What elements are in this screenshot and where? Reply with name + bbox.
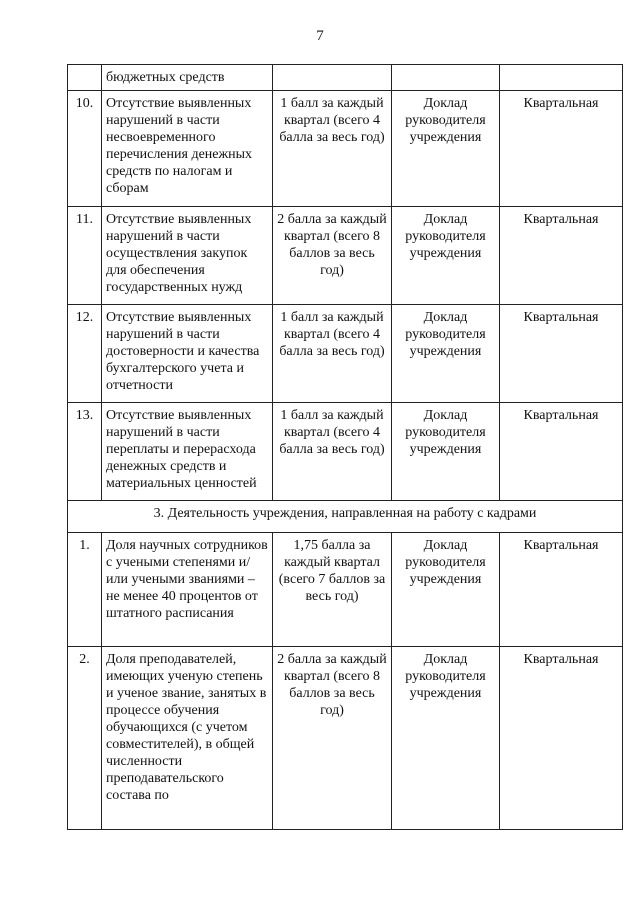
- indicator-name: Доля научных сотрудников с учеными степенями и/или учеными званиями – не менее 40 процентов от штатного расписания: [102, 533, 273, 647]
- score-criterion: 1 балл за каждый квартал (всего 4 балла за весь год): [273, 403, 392, 501]
- data-source: Доклад руководителя учреждения: [392, 305, 500, 403]
- score-criterion: 1 балл за каждый квартал (всего 4 балла за весь год): [273, 305, 392, 403]
- indicator-name: Отсутствие выявленных нарушений в части осуществления закупок для обеспечения государственных нужд: [102, 207, 273, 305]
- indicator-name: Доля преподавателей, имеющих ученую степень и ученое звание, занятых в процессе обучения обучающихся (с учетом совместителей), в общей численности преподавательского состава по: [102, 647, 273, 830]
- periodicity: Квартальная: [500, 533, 623, 647]
- row-number: 11.: [68, 207, 102, 305]
- row-number: 12.: [68, 305, 102, 403]
- indicator-name: Отсутствие выявленных нарушений в части несвоевременного перечисления денежных средств по налогам и сборам: [102, 91, 273, 207]
- table-row: [68, 305, 623, 403]
- score-criterion: 1 балл за каждый квартал (всего 4 балла за весь год): [273, 91, 392, 207]
- score-criterion: 2 балла за каждый квартал (всего 8 баллов за весь год): [273, 207, 392, 305]
- row-number: [68, 65, 102, 91]
- indicator-name: Отсутствие выявленных нарушений в части достоверности и качества бухгалтерского учета и отчетности: [102, 305, 273, 403]
- periodicity: Квартальная: [500, 403, 623, 501]
- section-title: 3. Деятельность учреждения, направленная на работу с кадрами: [68, 501, 623, 533]
- periodicity: Квартальная: [500, 305, 623, 403]
- table-row: [68, 91, 623, 207]
- data-source: Доклад руководителя учреждения: [392, 403, 500, 501]
- periodicity: Квартальная: [500, 91, 623, 207]
- data-source: [392, 65, 500, 91]
- data-source: Доклад руководителя учреждения: [392, 91, 500, 207]
- page-number: 7: [316, 28, 324, 44]
- periodicity: [500, 65, 623, 91]
- table-row: [68, 207, 623, 305]
- score-criterion: 2 балла за каждый квартал (всего 8 баллов за весь год): [273, 647, 392, 830]
- indicator-name: Отсутствие выявленных нарушений в части переплаты и перерасхода денежных средств и материальных ценностей: [102, 403, 273, 501]
- periodicity: Квартальная: [500, 207, 623, 305]
- periodicity: Квартальная: [500, 647, 623, 830]
- table-row: [68, 533, 623, 647]
- row-number: 1.: [68, 533, 102, 647]
- score-criterion: 1,75 балла за каждый квартал (всего 7 баллов за весь год): [273, 533, 392, 647]
- indicator-name: бюджетных средств: [102, 65, 273, 91]
- score-criterion: [273, 65, 392, 91]
- data-source: Доклад руководителя учреждения: [392, 533, 500, 647]
- row-number: 13.: [68, 403, 102, 501]
- section-row: [68, 501, 623, 533]
- data-source: Доклад руководителя учреждения: [392, 207, 500, 305]
- table-row: [68, 403, 623, 501]
- criteria-table: [67, 64, 623, 830]
- row-number: 10.: [68, 91, 102, 207]
- data-source: Доклад руководителя учреждения: [392, 647, 500, 830]
- table-row: [68, 65, 623, 91]
- row-number: 2.: [68, 647, 102, 830]
- table-row: [68, 647, 623, 830]
